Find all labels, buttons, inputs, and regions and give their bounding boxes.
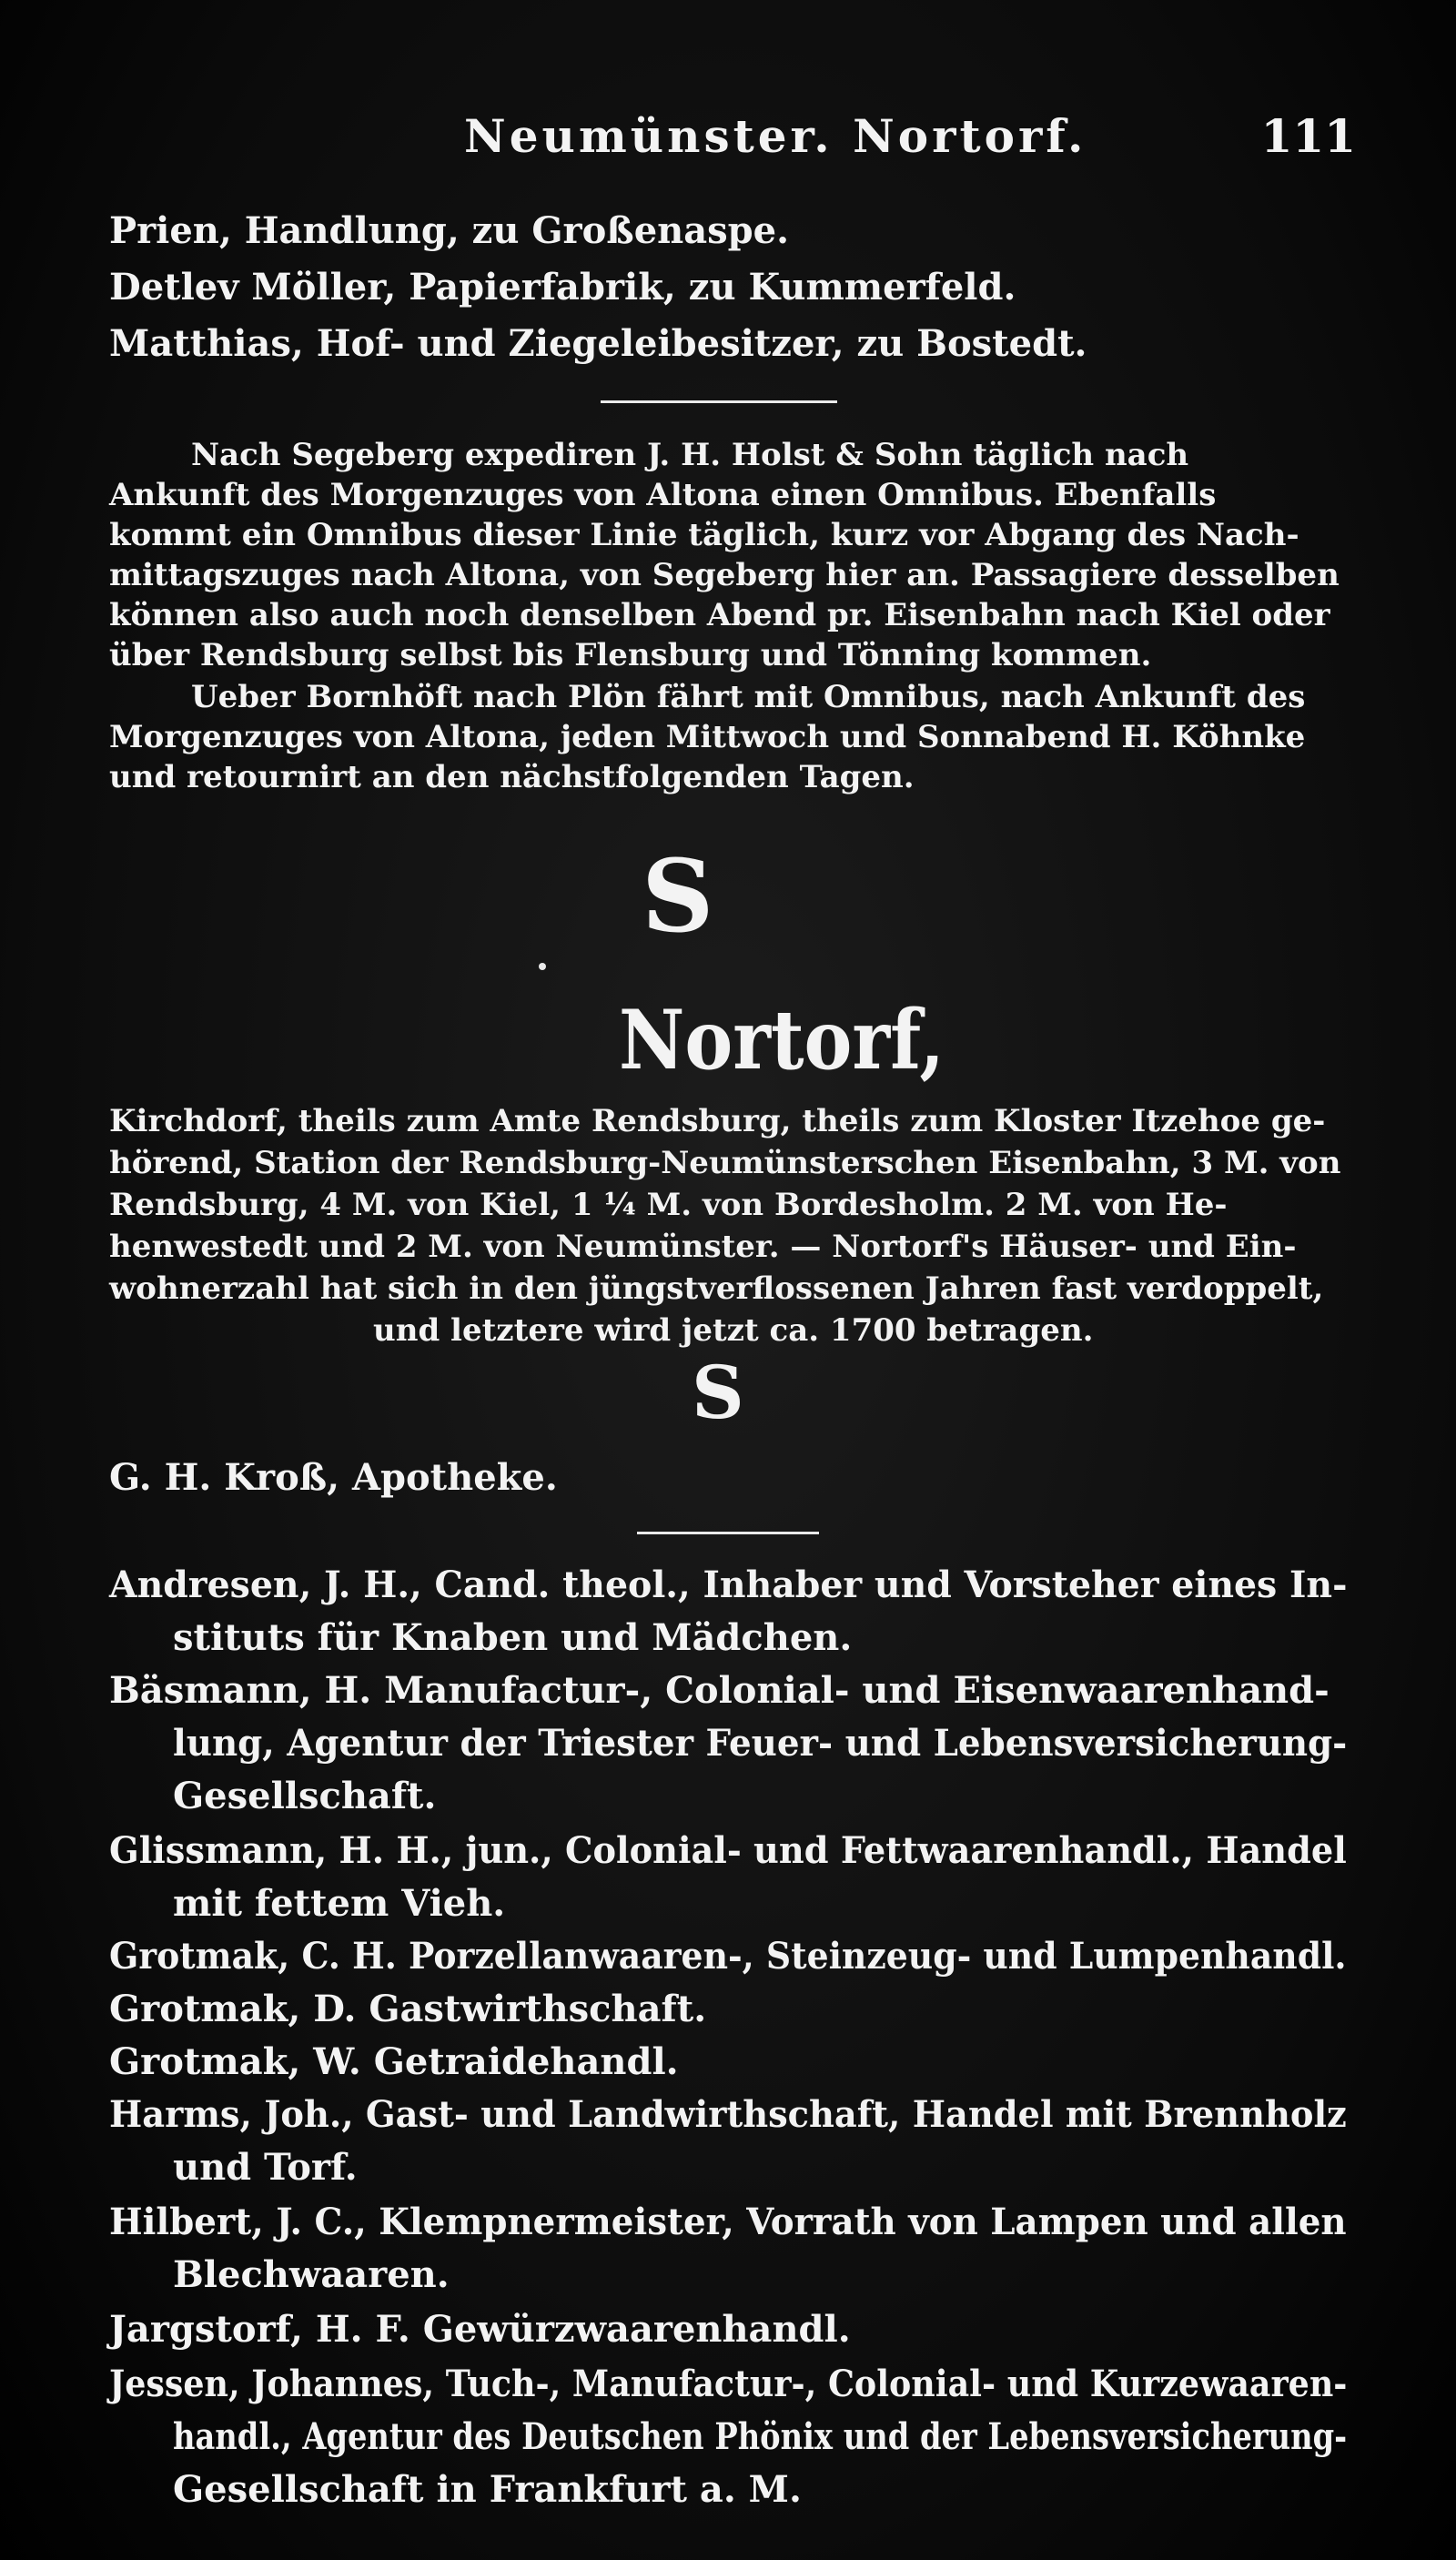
notice-line: Morgenzuges von Altona, jeden Mittwoch und Sonnabend H. Köhnke — [109, 719, 1306, 755]
directory-line: Gesellschaft in Frankfurt a. M. — [173, 2468, 802, 2511]
description-line: henwestedt und 2 M. von Neumünster. — Nortorf's Häuser- und Ein- — [109, 1229, 1297, 1265]
notice-line: Ankunft des Morgenzuges von Altona einen Omnibus. Ebenfalls — [109, 477, 1217, 513]
ornament-flourish-small: S — [692, 1350, 744, 1435]
directory-line: lung, Agentur der Triester Feuer- und Lebensversicherung- — [173, 1722, 1348, 1765]
header-title: Neumünster. Nortorf. — [464, 109, 1087, 163]
description-line: hörend, Station der Rendsburg-Neumünsterschen Eisenbahn, 3 M. von — [109, 1145, 1341, 1181]
directory-line: Harms, Joh., Gast- und Landwirthschaft, Handel mit Brennholz — [109, 2093, 1347, 2136]
directory-line: Grotmak, C. H. Porzellanwaaren-, Steinzeug- und Lumpenhandl. — [109, 1935, 1347, 1978]
directory-line: Jargstorf, H. F. Gewürzwaarenhandl. — [109, 2308, 851, 2351]
notice-line: und retournirt an den nächstfolgenden Tagen. — [109, 759, 915, 795]
description-line: Kirchdorf, theils zum Amte Rendsburg, theils zum Kloster Itzehoe ge- — [109, 1103, 1326, 1139]
entry-line: Prien, Handlung, zu Großenaspe. — [109, 209, 790, 252]
description-line: Rendsburg, 4 M. von Kiel, 1 ¼ M. von Bordesholm. 2 M. von He- — [109, 1187, 1228, 1223]
description-line: wohnerzahl hat sich in den jüngstverflossenen Jahren fast verdoppelt, — [109, 1270, 1324, 1307]
notice-line: über Rendsburg selbst bis Flensburg und Tönning kommen. — [109, 637, 1152, 673]
directory-line: Glissmann, H. H., jun., Colonial- und Fettwaarenhandl., Handel — [109, 1829, 1347, 1872]
directory-line: stituts für Knaben und Mädchen. — [173, 1616, 853, 1659]
notice-line: können also auch noch denselben Abend pr. Eisenbahn nach Kiel oder — [109, 597, 1330, 633]
notice-line: Nach Segeberg expediren J. H. Holst & Sohn täglich nach — [191, 437, 1189, 473]
directory-line: Blechwaaren. — [173, 2253, 450, 2296]
directory-line: mit fettem Vieh. — [173, 1882, 506, 1925]
directory-line: Grotmak, W. Getraidehandl. — [109, 2040, 679, 2083]
directory-line: Bäsmann, H. Manufactur-, Colonial- und Eisenwaarenhand- — [109, 1669, 1330, 1712]
entry-line: Detlev Möller, Papierfabrik, zu Kummerfeld. — [109, 266, 1016, 309]
running-header — [109, 100, 1356, 164]
directory-line: und Torf. — [173, 2146, 358, 2189]
ornament-dot — [539, 963, 546, 970]
page-number: 111 — [1260, 109, 1356, 163]
notice-line: mittagszuges nach Altona, von Segeberg hier an. Passagiere desselben — [109, 557, 1340, 593]
notice-line: Ueber Bornhöft nach Plön fährt mit Omnibus, nach Ankunft des — [191, 679, 1306, 715]
directory-line: Grotmak, D. Gastwirthschaft. — [109, 1988, 707, 2030]
directory-line: handl., Agentur des Deutschen Phönix und der Lebensversicherung- — [173, 2415, 1348, 2458]
section-heading: Nortorf, — [619, 992, 945, 1088]
entry-line: Matthias, Hof- und Ziegeleibesitzer, zu Bostedt. — [109, 322, 1087, 365]
directory-line: Gesellschaft. — [173, 1775, 437, 1817]
apotheke-entry: G. H. Kroß, Apotheke. — [109, 1456, 558, 1499]
directory-line: Hilbert, J. C., Klempnermeister, Vorrath von Lampen und allen — [109, 2201, 1347, 2243]
notice-line: kommt ein Omnibus dieser Linie täglich, kurz vor Abgang des Nach- — [109, 517, 1299, 553]
directory-line: Jessen, Johannes, Tuch-, Manufactur-, Colonial- und Kurzewaaren- — [109, 2363, 1348, 2405]
ornament-flourish: S — [642, 837, 714, 955]
directory-line: Andresen, J. H., Cand. theol., Inhaber und Vorsteher eines In- — [109, 1563, 1348, 1606]
description-line: und letztere wird jetzt ca. 1700 betragen. — [373, 1312, 1094, 1349]
section-rule — [637, 1532, 819, 1534]
section-rule — [601, 400, 837, 403]
